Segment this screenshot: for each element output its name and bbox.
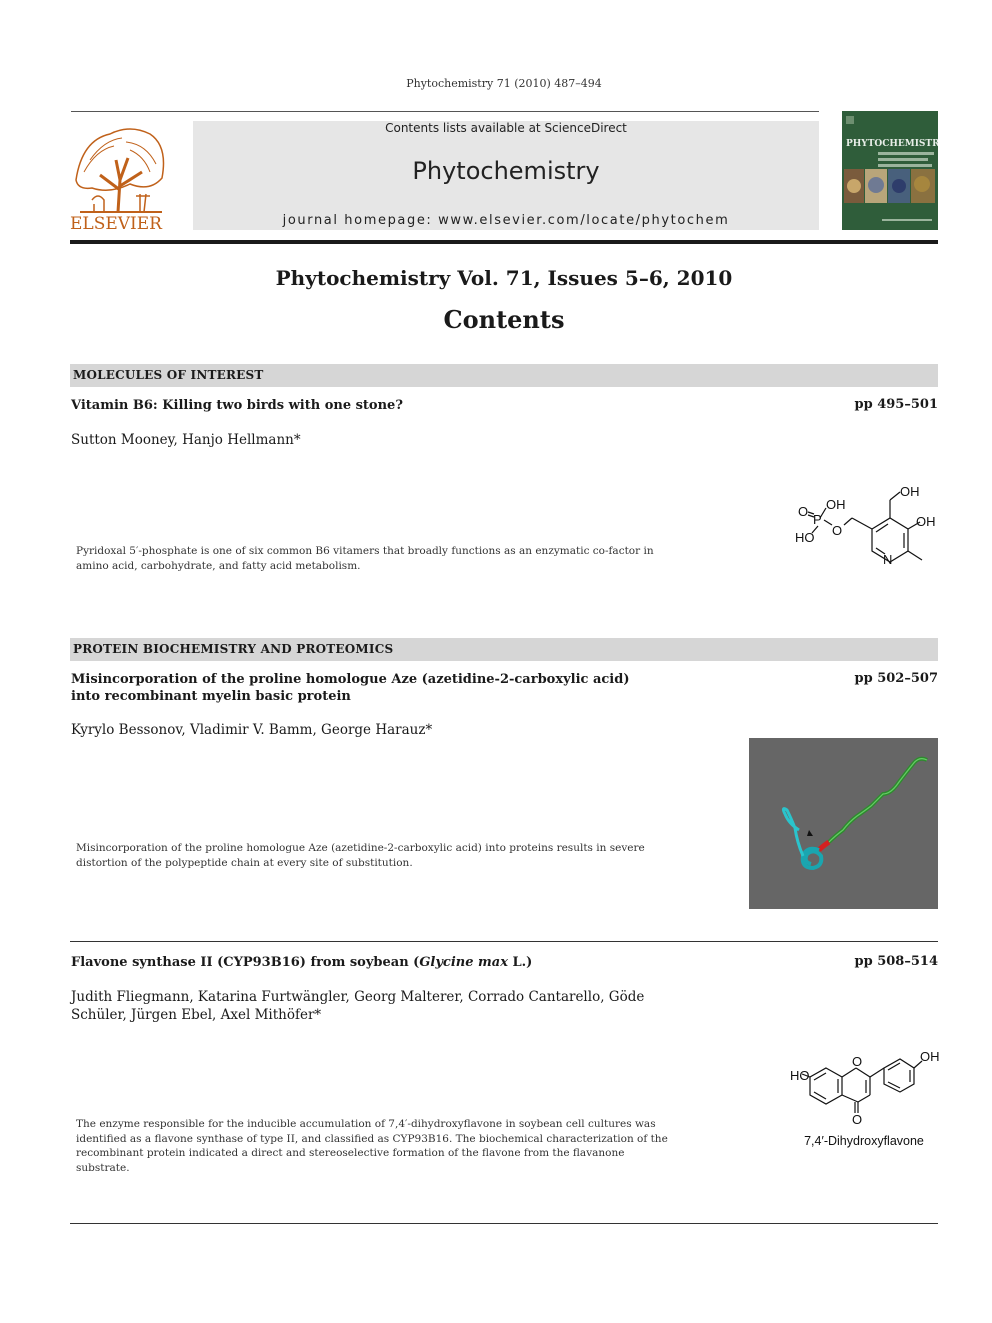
mol-label: O — [798, 504, 809, 519]
mol-label: O — [832, 523, 843, 538]
mol-label: OH — [920, 1049, 940, 1064]
article-abstract: The enzyme responsible for the inducible accumulation of 7,4′-dihydroxyflavone in soybean cell cultures was identified as a flavone synthase of type II, and classified as CYP93B16. The biochemical characterization of the recombinant protein indicated a direct and stereoselective formation of the flavone from the flavanone substrate. — [76, 1118, 668, 1174]
mol-label: O — [852, 1054, 863, 1069]
article-authors: Sutton Mooney, Hanjo Hellmann* — [71, 432, 301, 448]
article-authors: Kyrylo Bessonov, Vladimir V. Bamm, George Harauz* — [71, 722, 433, 738]
issue-title: Phytochemistry Vol. 71, Issues 5–6, 2010 — [275, 266, 733, 290]
journal-banner — [193, 121, 819, 230]
header-rule — [71, 111, 819, 112]
elsevier-wordmark: ELSEVIER — [70, 214, 162, 232]
mol-label: HO — [795, 530, 815, 545]
protein-ribbon-image — [749, 738, 938, 909]
title-text: Flavone synthase II (CYP93B16) from soybean ( — [71, 955, 420, 970]
sciencedirect-line[interactable]: Contents lists available at ScienceDirect — [385, 121, 627, 135]
mol-label: N — [883, 552, 893, 567]
journal-homepage-link[interactable]: journal homepage: www.elsevier.com/locate/phytochem — [282, 213, 730, 228]
mol-label: HO — [790, 1068, 810, 1083]
article-pages[interactable]: pp 495–501 — [854, 397, 938, 412]
article-title-flavone-synthase[interactable] — [71, 954, 631, 971]
running-head: Phytochemistry 71 (2010) 487–494 — [406, 77, 602, 90]
dihydroxyflavone-structure — [788, 1044, 948, 1129]
mol-label: OH — [916, 514, 936, 529]
article-divider — [70, 1223, 938, 1224]
section-heading-molecules-of-interest — [70, 364, 938, 387]
title-species-italic: Glycine max — [419, 955, 508, 970]
section-heading-label: PROTEIN BIOCHEMISTRY AND PROTEOMICS — [73, 642, 394, 656]
article-title-vitamin-b6[interactable]: Vitamin B6: Killing two birds with one stone? — [71, 398, 403, 413]
mol-label: O — [852, 1112, 863, 1127]
mol-label: OH — [826, 497, 846, 512]
title-text: L.) — [507, 955, 533, 970]
article-pages[interactable]: pp 502–507 — [854, 671, 938, 686]
mol-label: P — [813, 512, 822, 527]
article-abstract: Pyridoxal 5′-phosphate is one of six common B6 vitamers that broadly functions as an enzymatic co-factor in amino acid, carbohydrate, and fatty acid metabolism. — [76, 545, 654, 572]
article-divider — [70, 941, 938, 942]
cover-title: PHYTOCHEMISTRY — [846, 139, 938, 149]
section-heading-label: MOLECULES OF INTEREST — [73, 368, 264, 382]
article-abstract: Misincorporation of the proline homologue Aze (azetidine-2-carboxylic acid) into proteins results in severe distortion of the polypeptide chain at every site of substitution. — [76, 842, 645, 869]
article-authors: Judith Fliegmann, Katarina Furtwängler, Georg Malterer, Corrado Cantarello, Göde Schüler, Jürgen Ebel, Axel Mithöfer* — [71, 989, 645, 1023]
figure-caption: 7,4′-Dihydroxyflavone — [804, 1134, 924, 1148]
article-title-aze-misincorporation[interactable]: Misincorporation of the proline homologue Aze (azetidine-2-carboxylic acid) into recombinant myelin basic protein — [71, 672, 630, 704]
article-pages[interactable]: pp 508–514 — [854, 954, 938, 969]
header-thick-rule — [70, 240, 938, 244]
section-heading-protein-biochemistry — [70, 638, 938, 661]
mol-label: OH — [900, 484, 920, 499]
contents-heading: Contents — [443, 305, 565, 334]
elsevier-logo — [70, 120, 172, 232]
journal-title: Phytochemistry — [412, 157, 600, 185]
pyridoxal-phosphate-structure — [788, 478, 948, 573]
journal-cover-image — [842, 111, 938, 230]
